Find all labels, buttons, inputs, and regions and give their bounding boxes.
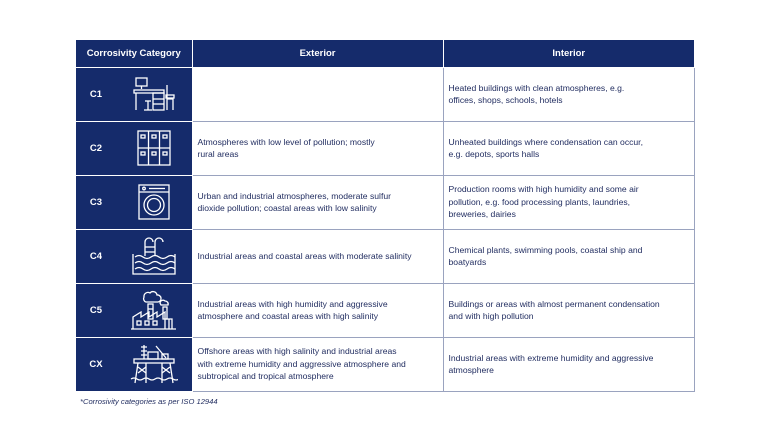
- category-code: C2: [76, 121, 116, 175]
- interior-cell: Industrial areas with extreme humidity and aggressive atmosphere: [443, 337, 694, 391]
- interior-cell: Chemical plants, swimming pools, coastal ship and boatyards: [443, 229, 694, 283]
- category-icon-cell: [116, 283, 192, 337]
- table-row: [76, 337, 694, 391]
- swimming-pool-icon: [131, 236, 177, 276]
- category-code: C4: [76, 229, 116, 283]
- offshore-platform-icon: [130, 343, 178, 385]
- category-icon-cell: [116, 121, 192, 175]
- storage-lockers-icon: [136, 129, 172, 167]
- table-row: [76, 175, 694, 229]
- footnote: *Corrosivity categories as per ISO 12944: [80, 397, 218, 406]
- exterior-cell: Urban and industrial atmospheres, moderate sulfur dioxide pollution; coastal areas with low salinity: [192, 175, 443, 229]
- header-interior: Interior: [443, 40, 694, 67]
- interior-cell: Heated buildings with clean atmospheres, e.g. offices, shops, schools, hotels: [443, 67, 694, 121]
- corrosivity-table: [76, 40, 695, 392]
- header-category: Corrosivity Category: [76, 40, 192, 67]
- header-exterior: Exterior: [192, 40, 443, 67]
- exterior-cell: [192, 67, 443, 121]
- factory-smoke-icon: [130, 289, 178, 331]
- office-desk-icon: [133, 75, 175, 113]
- washing-machine-icon: [137, 183, 171, 221]
- category-icon-cell: [116, 67, 192, 121]
- category-code: CX: [76, 337, 116, 391]
- exterior-cell: Atmospheres with low level of pollution; mostly rural areas: [192, 121, 443, 175]
- category-code: C3: [76, 175, 116, 229]
- table-row: [76, 67, 694, 121]
- category-code: C5: [76, 283, 116, 337]
- table-row: [76, 283, 694, 337]
- exterior-cell: Industrial areas and coastal areas with moderate salinity: [192, 229, 443, 283]
- category-icon-cell: [116, 229, 192, 283]
- category-icon-cell: [116, 337, 192, 391]
- table-header-row: [76, 40, 694, 67]
- interior-cell: Production rooms with high humidity and some air pollution, e.g. food processing plants, laundries, breweries, dairies: [443, 175, 694, 229]
- exterior-cell: Offshore areas with high salinity and industrial areas with extreme humidity and aggressive atmosphere and subtropical and tropical atmosphere: [192, 337, 443, 391]
- corrosivity-table-container: [76, 40, 694, 392]
- category-code: C1: [76, 67, 116, 121]
- exterior-cell: Industrial areas with high humidity and aggressive atmosphere and coastal areas with high salinity: [192, 283, 443, 337]
- interior-cell: Buildings or areas with almost permanent condensation and with high pollution: [443, 283, 694, 337]
- interior-cell: Unheated buildings where condensation can occur, e.g. depots, sports halls: [443, 121, 694, 175]
- category-icon-cell: [116, 175, 192, 229]
- table-row: [76, 229, 694, 283]
- table-row: [76, 121, 694, 175]
